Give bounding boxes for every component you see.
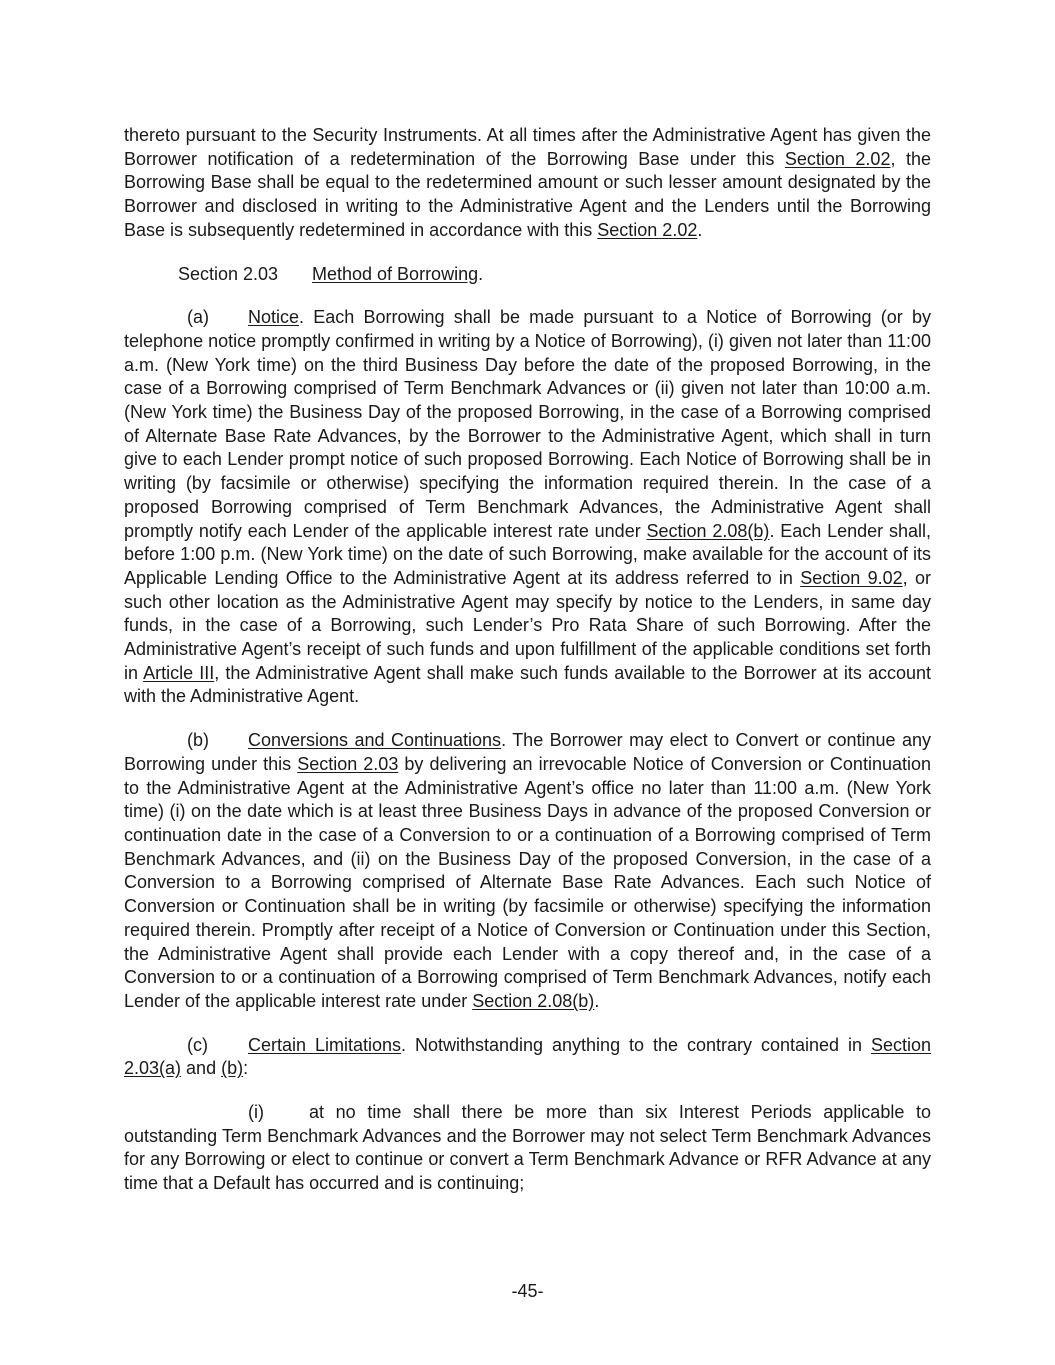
paragraph-heading: Certain Limitations: [248, 1034, 402, 1055]
cross-reference: Section 2.08(b): [646, 520, 770, 541]
intro-text: thereto pursuant to the Security Instruments. At all times after the Administrative Agent has given the Borrower notification of a redetermination of the Borrowing Base under this: [124, 125, 931, 169]
section-title: Method of Borrowing: [312, 263, 479, 284]
paragraph-a: (a) Notice. Each Borrowing shall be made pursuant to a Notice of Borrowing (or by telephone notice promptly confirmed in writing by a Notice of Borrowing), (i) given not later than 11:00 a.m. (New York time) on the third Business Day before the date of the proposed Borrowing, in the case of a Borrowing comprised of Term Benchmark Advances or (ii) given not later than 10:00 a.m. (New York time) the Business Day of the proposed Borrowing, in the case of a Borrowing comprised of Alternate Base Rate Advances, by the Borrower to the Administrative Agent, which shall in turn give to each Lender prompt notice of such proposed Borrowing. Each Notice of Borrowing shall be in writing (by facsimile or otherwise) specifying the information required therein. In the case of a proposed Borrowing comprised of Term Benchmark Advances, the Administrative Agent shall promptly notify each Lender of the applicable interest rate under Section 2.08(b). Each Lender shall, before 1:00 p.m. (New York time) on the date of such Borrowing, make available for the account of its Applicable Lending Office to the Administrative Agent at its address referred to in Section 9.02, or such other location as the Administrative Agent may specify by notice to the Lenders, in same day funds, in the case of a Borrowing, such Lender’s Pro Rata Share of such Borrowing. After the Administrative Agent’s receipt of such funds and upon fulfillment of the applicable conditions set forth in Article III, the Administrative Agent shall make such funds available to the Borrower at its account with the Administrative Agent.: [124, 307, 932, 707]
paragraph-heading: Notice: [248, 307, 300, 328]
cross-reference: Section 9.02: [800, 567, 903, 588]
paragraph-heading: Conversions and Continuations: [248, 730, 502, 751]
cross-reference: Article III: [143, 662, 215, 683]
paragraph-label: (c): [187, 1034, 208, 1055]
subparagraph-label: (i): [248, 1102, 264, 1123]
section-heading: Section 2.03 Method of Borrowing.: [124, 263, 931, 287]
cross-reference: Section 2.02: [784, 148, 891, 169]
paragraph-label: (b): [187, 730, 209, 751]
section-number: Section 2.03: [178, 263, 279, 284]
paragraph-c-i: (i) at no time shall there be more than six Interest Periods applicable to outstanding Term Benchmark Advances and the Borrower may not select Term Benchmark Advances for any Borrowing or elect to continue or convert a Term Benchmark Advance or RFR Advance at any time that a Default has occurred and is continuing;: [124, 1102, 931, 1194]
intro-paragraph: thereto pursuant to the Security Instruments. At all times after the Administrative Agent has given the Borrower notification of a redetermination of the Borrowing Base under this Section 2.02, the Borrowing Base shall be equal to the redetermined amount or such lesser amount designated by the Borrower and disclosed in writing to the Administrative Agent and the Lenders until the Borrowing Base is subsequently redetermined in accordance with this Section 2.02.: [124, 125, 931, 240]
cross-reference: Section 2.03(a): [124, 1034, 931, 1079]
page-number: -45-: [511, 1281, 544, 1301]
cross-reference: Section 2.08(b): [472, 990, 595, 1011]
cross-reference: Section 2.02: [597, 219, 698, 240]
paragraph-c: (c) Certain Limitations. Notwithstanding anything to the contrary contained in Section 2.03(a) and (b):: [124, 1034, 931, 1079]
paragraph-b: (b) Conversions and Continuations. The Borrower may elect to Convert or continue any Borrowing under this Section 2.03 by delivering an irrevocable Notice of Conversion or Continuation to the Administrative Agent at the Administrative Agent’s office no later than 11:00 a.m. (New York time) (i) on the date which is at least three Business Days in advance of the proposed Conversion or continuation date in the case of a Conversion to or a continuation of a Borrowing comprised of Term Benchmark Advances, and (ii) on the Business Day of the proposed Conversion, in the case of a Conversion to a Borrowing comprised of Alternate Base Rate Advances. Each such Notice of Conversion or Continuation shall be in writing (by facsimile or otherwise) specifying the information required therein. Promptly after receipt of a Notice of Conversion or Continuation under this Section, the Administrative Agent shall provide each Lender with a copy thereof and, in the case of a Conversion to or a continuation of a Borrowing comprised of Term Benchmark Advances, notify each Lender of the applicable interest rate under Section 2.08(b).: [124, 730, 931, 1011]
document-page: [124, 124, 931, 1196]
intro-text: , the Borrowing Base shall be equal to the redetermined amount or such lesser amount designated by the Borrower and disclosed in writing to the Administrative Agent and the Lenders until the Borrowing Base is subsequently redetermined in accordance with this: [124, 148, 931, 240]
paragraph-label: (a): [187, 307, 209, 328]
cross-reference: Section 2.03: [297, 753, 399, 774]
cross-reference: (b): [221, 1058, 244, 1079]
